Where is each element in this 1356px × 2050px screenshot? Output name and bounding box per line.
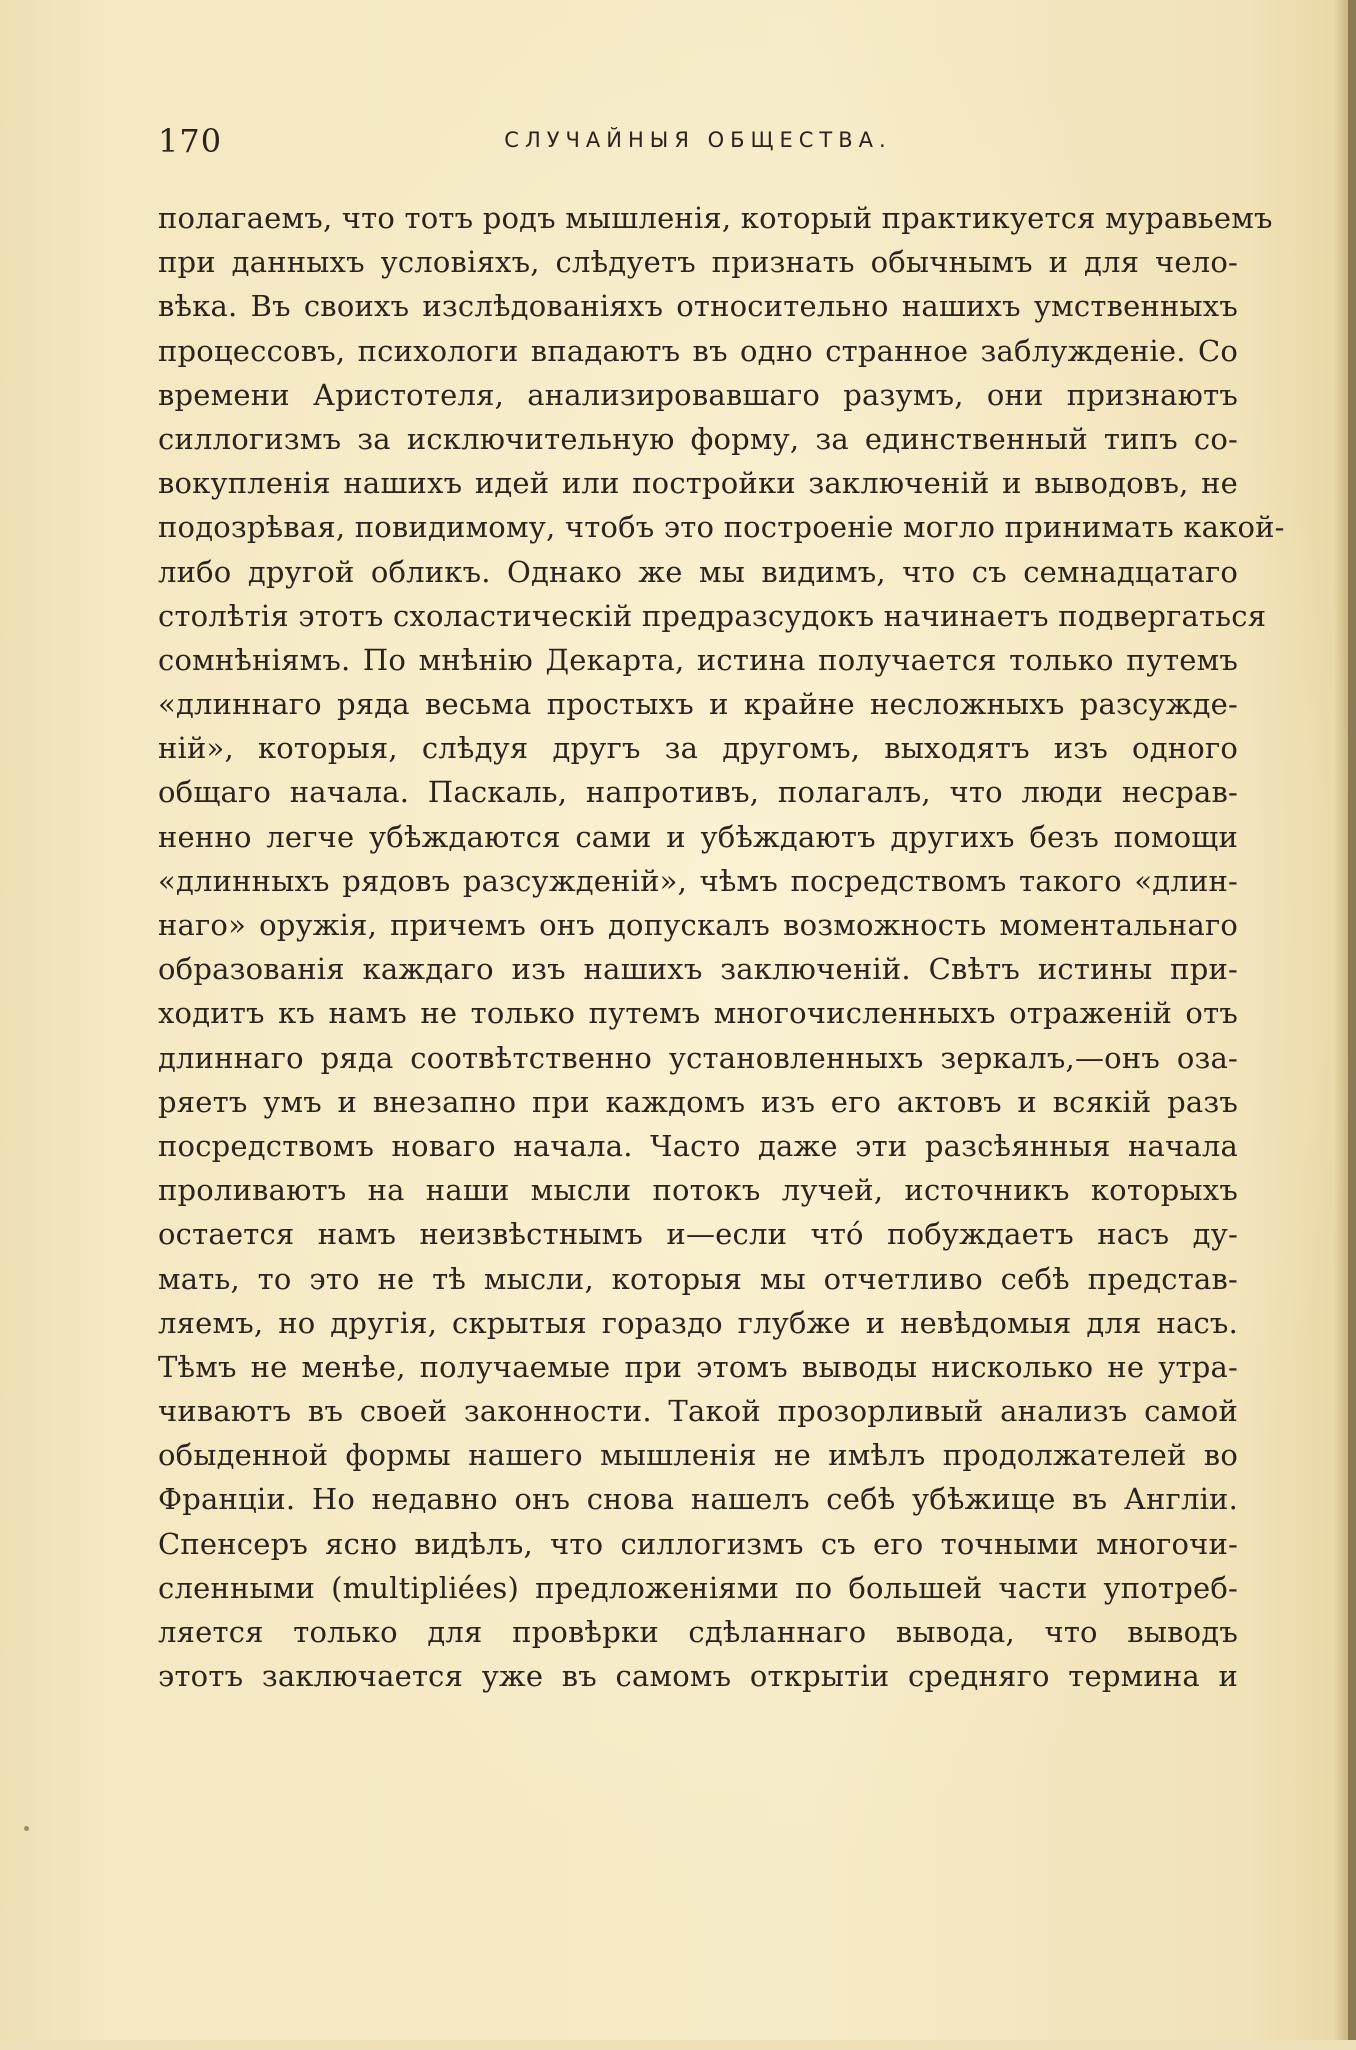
text-line: сомнѣніямъ. По мнѣнію Декарта, истина получается только путемъ [158,642,1238,677]
text-line: времени Аристотеля, анализировавшаго разумъ, они признаютъ [158,377,1238,412]
text-line: «длиннаго ряда весьма простыхъ и крайне несложныхъ разсужде- [158,687,1238,722]
text-line: ненно легче убѣждаются сами и убѣждаютъ другихъ безъ помощи [158,819,1238,854]
text-line: вѣка. Въ своихъ изслѣдованіяхъ относительно нашихъ умственныхъ [158,289,1238,324]
text-line: посредствомъ новаго начала. Часто даже эти разсѣянныя начала [158,1128,1238,1163]
text-line: ряетъ умъ и внезапно при каждомъ изъ его актовъ и всякій разъ [158,1084,1238,1119]
text-line: образованія каждаго изъ нашихъ заключеній. Свѣтъ истины при- [158,952,1238,987]
text-line: Франціи. Но недавно онъ снова нашелъ себѣ убѣжище въ Англіи. [158,1482,1238,1517]
page-header [158,122,1238,162]
text-line: ній», которыя, слѣдуя другъ за другомъ, выходятъ изъ одного [158,731,1238,766]
page-bottom-band [0,2040,1356,2050]
page-number: 170 [158,122,223,160]
text-line: ляется только для провѣрки сдѣланнаго вывода, что выводъ [158,1615,1238,1649]
text-line: либо другой обликъ. Однако же мы видимъ, что съ семнадцатаго [158,554,1238,589]
text-line: сленными (multipliées) предложеніями по большей части употреб- [158,1570,1238,1605]
margin-speck [24,1826,29,1831]
text-line: чиваютъ въ своей законности. Такой прозорливый анализъ самой [158,1394,1238,1429]
text-line: столѣтія этотъ схоластическій предразсудокъ начинаетъ подвергаться [158,598,1267,633]
text-line: обыденной формы нашего мышленія не имѣлъ продолжателей во [158,1438,1238,1473]
text-line: силлогизмъ за исключительную форму, за единственный типъ со- [158,421,1238,456]
text-line: вокупленія нашихъ идей или постройки заключеній и выводовъ, не [158,466,1238,501]
text-line: Тѣмъ не менѣе, получаемые при этомъ выводы нисколько не утра- [158,1349,1238,1384]
body-text [158,196,1285,1698]
text-line: наго» оружія, причемъ онъ допускалъ возможность моментальнаго [158,908,1238,942]
text-line: «длинныхъ рядовъ разсужденій», чѣмъ посредствомъ такого «длин- [158,863,1238,898]
text-line: Спенсеръ ясно видѣлъ, что силлогизмъ съ его точными многочи- [158,1526,1238,1561]
text-line: ляемъ, но другія, скрытыя гораздо глубже и невѣдомыя для насъ. [158,1305,1238,1340]
text-line: подозрѣвая, повидимому, чтобъ это построеніе могло принимать какой- [158,510,1285,545]
text-line: при данныхъ условіяхъ, слѣдуетъ признать обычнымъ и для чело- [158,245,1238,280]
text-line: проливаютъ на наши мысли потокъ лучей, источникъ которыхъ [158,1173,1238,1208]
text-line: длиннаго ряда соотвѣтственно установленныхъ зеркалъ,—онъ оза- [158,1040,1238,1075]
text-line: мать, то это не тѣ мысли, которыя мы отчетливо себѣ представ- [158,1261,1238,1296]
text-line: общаго начала. Паскаль, напротивъ, полагалъ, что люди несрав- [158,775,1238,810]
text-line: этотъ заключается уже въ самомъ открытіи средняго термина и [158,1659,1238,1694]
page-binding-edge [1348,0,1356,2050]
running-title: СЛУЧАЙНЫЯ ОБЩЕСТВА. [504,128,892,152]
text-line: полагаемъ, что тотъ родъ мышленія, который практикуется муравьемъ [158,201,1273,235]
text-line: ходитъ къ намъ не только путемъ многочисленныхъ отраженій отъ [158,996,1238,1031]
text-line: остается намъ неизвѣстнымъ и—если что́ побуждаетъ насъ ду- [158,1217,1238,1252]
text-line: процессовъ, психологи впадаютъ въ одно странное заблужденіе. Со [158,333,1238,368]
